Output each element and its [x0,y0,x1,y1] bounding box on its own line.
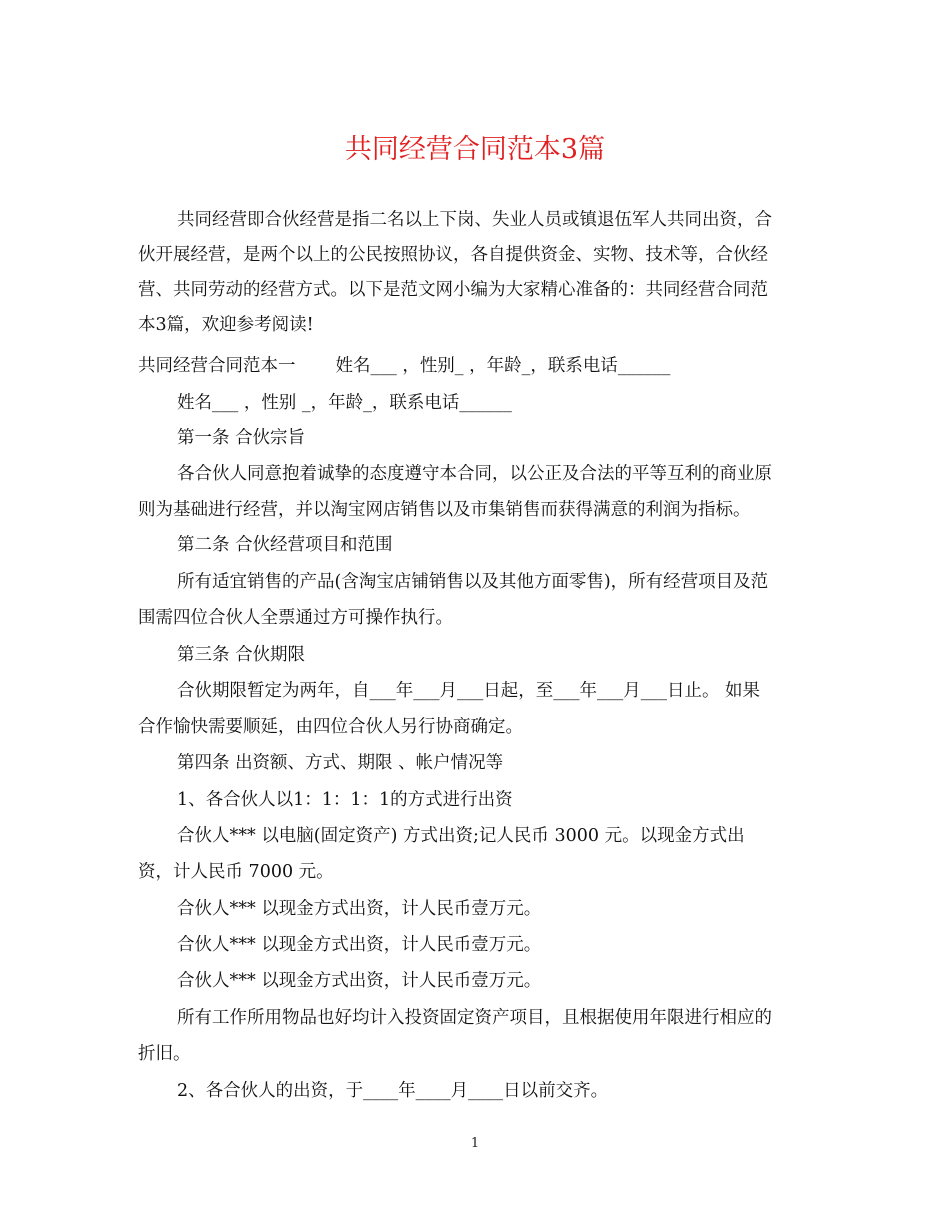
page-number: 1 [470,1136,480,1151]
party-line-1: 姓名___ ，性别_ ，年龄_，联系电话______ [335,356,671,376]
article-3-body-1: 合伙期限暂定为两年，自___年___月___日起，至___年___月___日止。 如果 [177,681,761,701]
article-3-title: 第三条 合伙期限 [177,645,306,665]
intro-line-1: 共同经营即合伙经营是指二名以上下岗、失业人员或镇退伍军人共同出资，合 [177,210,772,230]
party-line-2: 姓名___ ，性别 _，年龄_，联系电话______ [177,393,512,413]
intro-line-4: 本3篇，欢迎参考阅读! [138,315,314,335]
section-heading-line [138,352,670,380]
contribution-1-line-2: 资，计人民币 7000 元。 [138,862,334,882]
article-4-title: 第四条 出资额、方式、期限 、帐户情况等 [177,753,504,773]
article-2-body-1: 所有适宜销售的产品(含淘宝店铺销售以及其他方面零售)，所有经营项目及范 [177,572,769,592]
intro-line-2: 伙开展经营，是两个以上的公民按照协议，各自提供资金、实物、技术等，合伙经 [138,245,768,265]
depreciation-line-2: 折旧。 [138,1044,191,1064]
article-2-title: 第二条 合伙经营项目和范围 [177,535,393,555]
contribution-3: 合伙人*** 以现金方式出资，计人民币壹万元。 [177,935,542,955]
document-title: 共同经营合同范本3篇 [344,134,606,165]
contribution-4: 合伙人*** 以现金方式出资，计人民币壹万元。 [177,971,542,991]
article-4-item-2: 2、各合伙人的出资，于____年____月____日以前交齐。 [177,1081,609,1101]
article-4-item-1: 1、各合伙人以1：1：1：1的方式进行出资 [177,790,513,810]
article-1-title: 第一条 合伙宗旨 [177,428,306,448]
contribution-2: 合伙人*** 以现金方式出资，计人民币壹万元。 [177,899,542,919]
section-heading: 共同经营合同范本一 [138,356,296,376]
contribution-1-line-1: 合伙人*** 以电脑(固定资产) 方式出资;记人民币 3000 元。以现金方式出 [177,826,745,846]
depreciation-line-1: 所有工作所用物品也好均计入投资固定资产项目，且根据使用年限进行相应的 [177,1008,772,1028]
article-1-body-1: 各合伙人同意抱着诚挚的态度遵守本合同，以公正及合法的平等互利的商业原 [177,464,772,484]
article-3-body-2: 合作愉快需要顺延，由四位合伙人另行协商确定。 [138,717,523,737]
intro-line-3: 营、共同劳动的经营方式。以下是范文网小编为大家精心准备的：共同经营合同范 [138,280,768,300]
article-1-body-2: 则为基础进行经营，并以淘宝网店销售以及市集销售而获得满意的利润为指标。 [138,500,751,520]
article-2-body-2: 围需四位合伙人全票通过方可操作执行。 [138,608,453,628]
